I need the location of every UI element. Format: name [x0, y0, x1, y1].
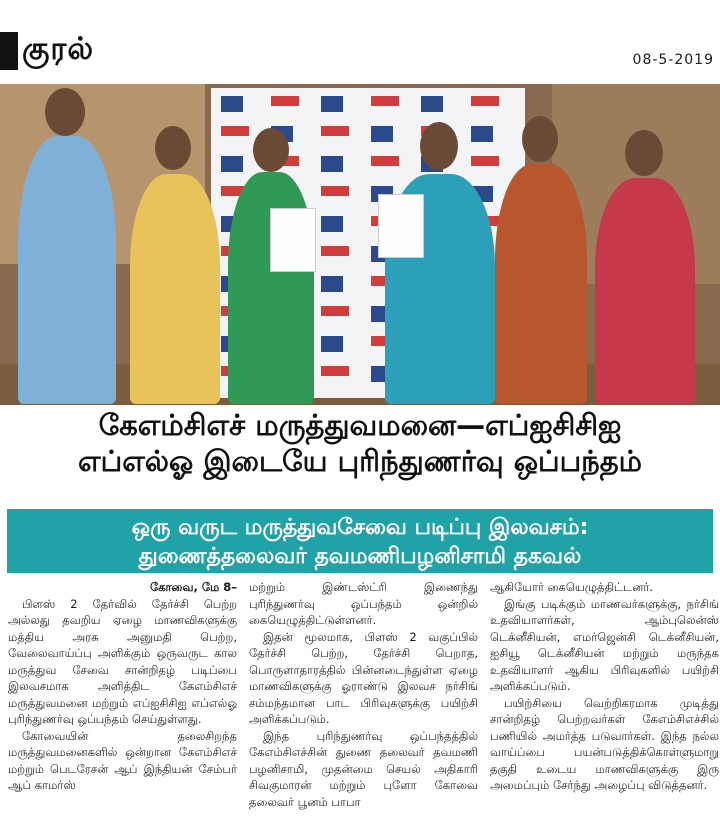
ficci-logo-icon: [371, 96, 399, 106]
ficci-logo-icon: [321, 246, 349, 256]
kmch-logo-icon: [321, 336, 343, 352]
person: [228, 172, 314, 404]
ficci-logo-icon: [471, 96, 499, 106]
ficci-logo-icon: [321, 366, 349, 376]
news-photo: [0, 84, 720, 405]
ficci-logo-icon: [221, 126, 249, 136]
ficci-logo-icon: [371, 156, 399, 166]
person-head: [155, 126, 191, 170]
publication-date: 08-5-2019: [632, 52, 714, 68]
paragraph: பயிற்சியை வெற்றிகரமாக முடித்து சான்றிதழ் பெற்றவர்கள் கேஎம்சிஎச்சில் பணியில் அமர்த்த படுவார்கள். இந்த நல்ல வாய்ப்பை பயன்படுத்திக்கொள்ளுமாறு தகுதி உடைய மாணவிகளுக்கு இரு அமைப்பும் சேர்ந்து அழைப்பு விடுத்தனர்.: [490, 695, 719, 792]
person: [595, 178, 695, 404]
kmch-logo-icon: [371, 126, 393, 142]
paragraph: ஆகியோர் கையெழுத்திட்டனர்.: [490, 580, 654, 594]
paragraph: இந்த புரிந்துணர்வு ஒப்பந்தத்தில் கேஎம்சிஎச்சின் துணை தலைவர் தவமணி பழனிசாமி, முதன்மை செயல் அதிகாரி சிவகுமாரன் மற்றும் புளோ கோவை தலைவர் பூனம் பாபா: [249, 728, 478, 809]
article-column-3: [490, 579, 719, 794]
kmch-logo-icon: [221, 96, 243, 112]
article-column-2: [249, 579, 478, 810]
paragraph: மற்றும் இண்டஸ்ட்ரி இணைந்து புரிந்துணர்வு ஒப்பந்தம் ஒன்றில் கையெழுத்திட்டுள்ளனர்.: [249, 580, 478, 627]
masthead: [0, 0, 720, 80]
article-column-1: [8, 579, 237, 794]
kmch-logo-icon: [471, 126, 493, 142]
kmch-logo-icon: [221, 156, 243, 172]
kmch-logo-icon: [321, 156, 343, 172]
ficci-logo-icon: [321, 186, 349, 196]
person-head: [522, 116, 558, 162]
kmch-logo-icon: [321, 216, 343, 232]
newspaper-logo: [0, 30, 94, 72]
person-head: [45, 88, 85, 136]
person-head: [625, 130, 663, 176]
paragraph: கோவையின் தலைசிறந்த மருத்துவமனைகளில் ஒன்றான கேஎம்சிஎச் மற்றும் பெடரேசன் ஆப் இந்தியன் சேம்பர் ஆப் காமர்ஸ்: [8, 728, 237, 792]
person: [18, 136, 116, 404]
headline-line: எப்எல்ஓ இடையே புரிந்துணர்வு ஒப்பந்தம்: [77, 444, 642, 478]
paragraph: பிளஸ் 2 தேர்வில் தேர்ச்சி பெற்ற அல்லது தவறிய ஏழை மாணவிகளுக்கு மத்திய அரசு அனுமதி பெற்ற, வேலைவாய்ப்பு அளிக்கும் ஒருவருட கால மருத்துவ சேவை சான்றிதழ் படிப்பை இலவசமாக அளித்திட கேஎம்சிஎச் மருத்துவமனை மற்றும் எப்ஐசிசிஐ எப்எல்ஓ புரிந்துணர்வு ஒப்பந்தம் செய்துள்ளது.: [8, 596, 237, 726]
headline-line: கேஎம்சிஎச் மருத்துவமனை—எப்ஐசிசிஐ: [98, 408, 622, 442]
ficci-logo-icon: [271, 96, 299, 106]
kmch-logo-icon: [421, 96, 443, 112]
subheadline-line: துணைத்தலைவர் தவமணிபழனிசாமி தகவல்: [138, 544, 582, 569]
dateline: கோவை, மே 8–: [150, 580, 237, 594]
ficci-logo-icon: [321, 306, 349, 316]
paragraph: இங்கு படிக்கும் மாணவர்களுக்கு, நர்சிங் உதவியாளர்கள், ஆம்புலென்ஸ் டெக்னீசியன், எமர்ஜென்சி டெக்னீசியன், ஐசியூ டெக்னீசியன் மற்றும் மருந்தக உதவியாளர் ஆகிய பிரிவுகளில் பயிற்சி அளிக்கப்படும்.: [490, 596, 719, 693]
subheadline: [7, 509, 713, 571]
ficci-logo-icon: [321, 126, 349, 136]
person-head: [420, 122, 458, 170]
kmch-logo-icon: [321, 96, 343, 112]
person: [495, 164, 587, 404]
certificate: [270, 208, 316, 272]
kmch-logo-icon: [321, 276, 343, 292]
certificate: [378, 194, 424, 258]
subheadline-line: ஒரு வருட மருத்துவசேவை படிப்பு இலவசம்:: [131, 515, 589, 540]
logo-text: குரல்: [22, 31, 95, 67]
subheadline-banner: [7, 509, 713, 573]
headline: [0, 407, 720, 479]
ficci-logo-icon: [471, 156, 499, 166]
person-head: [253, 128, 289, 172]
person: [130, 174, 220, 404]
logo-icon: [0, 32, 18, 70]
paragraph: இதன் மூலமாக, பிளஸ் 2 வகுப்பில் தேர்ச்சி பெற்ற, தேர்ச்சி பெறாத, பொருளாதாரத்தில் பின்னடைந்துள்ள ஏழை மாணவிகளுக்கு ஓராண்டு இலவச நர்சிங் சம்மந்தமான பாட பிரிவுகளுக்கு பயிற்சி அளிக்கப்படும்.: [249, 629, 478, 726]
